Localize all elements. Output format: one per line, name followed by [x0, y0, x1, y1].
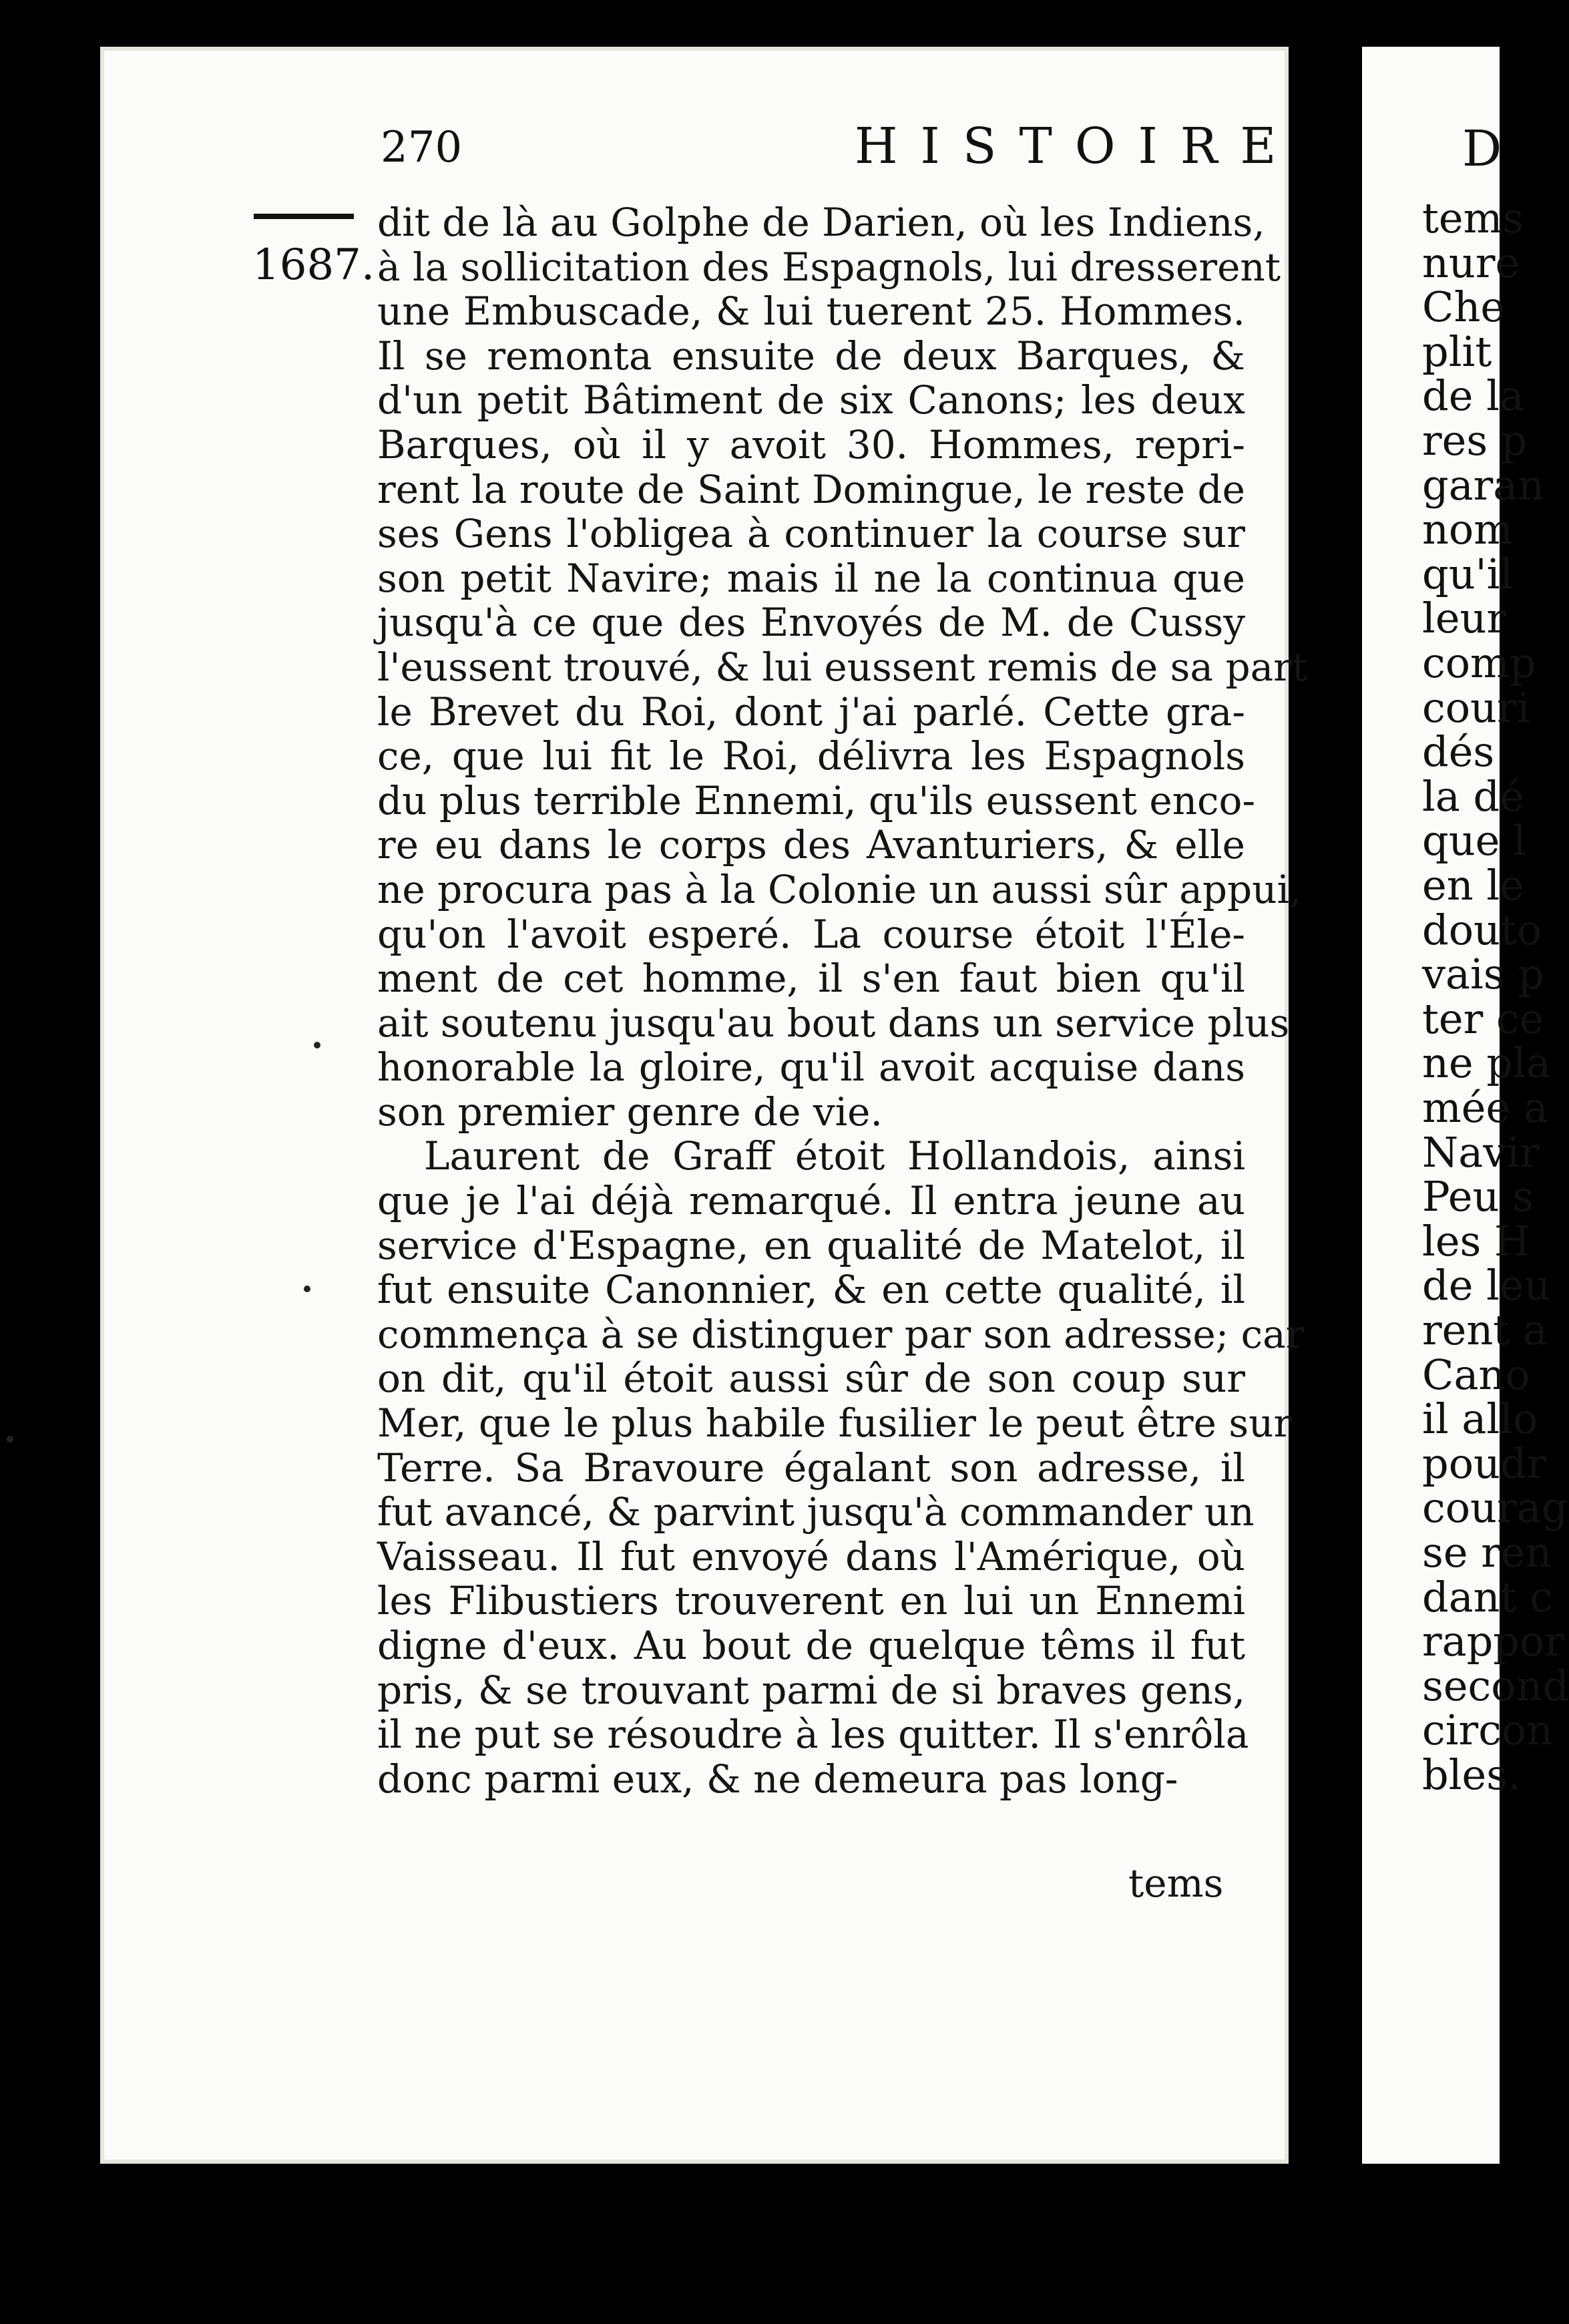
body-text	[377, 200, 1308, 1802]
margin-year: 1687.	[252, 240, 375, 290]
text-line: ses Gens l'obligea à continuer la course sur	[377, 511, 1245, 557]
text-line: d'un petit Bâtiment de six Canons; les deux	[377, 377, 1245, 423]
text-line: du plus terrible Ennemi, qu'ils eussent enco-	[377, 777, 1256, 823]
text-line: son premier genre de vie.	[377, 1089, 883, 1135]
facing-page-line: courag	[1422, 1483, 1568, 1533]
facing-page-line: leur	[1422, 594, 1507, 643]
catchword: tems	[1128, 1861, 1224, 1906]
ink-speck	[7, 1436, 13, 1442]
facing-page-line: circon	[1422, 1706, 1554, 1755]
text-line: Laurent de Graff étoit Hollandois, ainsi	[424, 1133, 1245, 1179]
facing-page-line: tems	[1422, 194, 1524, 242]
facing-page-header: D	[1462, 120, 1506, 178]
facing-page-line: rent a	[1422, 1306, 1548, 1354]
facing-page-line: comp	[1422, 638, 1536, 687]
text-line: service d'Espagne, en qualité de Matelot, il	[377, 1222, 1245, 1268]
facing-page-line: les H	[1422, 1216, 1531, 1266]
text-line: une Embuscade, & lui tuerent 25. Hommes.	[377, 288, 1245, 335]
text-line: digne d'eux. Au bout de quelque têms il fut	[377, 1623, 1245, 1668]
text-line: re eu dans le corps des Avanturiers, & elle	[377, 822, 1245, 868]
text-line: fut avancé, & parvint jusqu'à commander un	[377, 1489, 1255, 1535]
text-line: ce, que lui fit le Roi, délivra les Espagnols	[377, 733, 1245, 779]
facing-page-line: que l	[1422, 816, 1526, 865]
facing-page-line: rappor	[1422, 1617, 1564, 1666]
facing-page-line: mée a	[1422, 1083, 1548, 1132]
text-line: honorable la gloire, qu'il avoit acquise dans	[377, 1044, 1245, 1091]
text-line: Vaisseau. Il fut envoyé dans l'Amérique, où	[377, 1533, 1245, 1579]
facing-page-line: Navir	[1422, 1127, 1540, 1177]
facing-page-line: en le	[1422, 861, 1524, 910]
facing-page-line: vais p	[1422, 950, 1545, 999]
page-header	[280, 75, 1299, 175]
ink-speck	[304, 1286, 310, 1292]
facing-page-line: se ren	[1422, 1528, 1552, 1577]
text-line: que je l'ai déjà remarqué. Il entra jeune au	[377, 1178, 1245, 1224]
facing-page-line: garan	[1422, 460, 1545, 510]
facing-page-line: de leu	[1422, 1261, 1551, 1310]
text-line: Mer, que le plus habile fusilier le peut être sur	[377, 1400, 1293, 1446]
facing-page-line: bles.	[1422, 1750, 1521, 1799]
facing-page-line: Che	[1422, 282, 1506, 332]
facing-page-line: il allo	[1422, 1394, 1538, 1444]
text-line: fut ensuite Canonnier, & en cette qualité, il	[377, 1267, 1245, 1313]
facing-page-line: dés	[1422, 727, 1495, 777]
text-line: donc parmi eux, & ne demeura pas long-	[377, 1756, 1178, 1802]
facing-page	[1362, 47, 1569, 2164]
facing-page-line: ter ce	[1422, 994, 1544, 1043]
margin-rule	[254, 214, 354, 219]
running-title: HISTOIRE	[855, 118, 1299, 175]
facing-page-line: nom	[1422, 505, 1514, 554]
text-line: qu'on l'avoit esperé. La course étoit l'Éle-	[377, 911, 1245, 957]
text-line: Terre. Sa Bravoure égalant son adresse, il	[377, 1444, 1245, 1491]
text-line: on dit, qu'il étoit aussi sûr de son coup sur	[377, 1356, 1245, 1402]
text-line: ne procura pas à la Colonie un aussi sûr appui,	[377, 866, 1302, 912]
text-line: Barques, où il y avoit 30. Hommes, repri-	[377, 421, 1245, 467]
facing-page-line: res p	[1422, 416, 1528, 465]
text-line: les Flibustiers trouverent en lui un Ennemi	[377, 1578, 1245, 1624]
facing-page-line: Peu s	[1422, 1172, 1534, 1221]
text-line: ait soutenu jusqu'au bout dans un service plus	[377, 1000, 1290, 1046]
facing-page-line: plit	[1422, 327, 1492, 376]
text-line: l'eussent trouvé, & lui eussent remis de sa part	[377, 644, 1308, 690]
ink-speck	[314, 1042, 320, 1048]
text-line: commença à se distinguer par son adresse; car	[377, 1311, 1305, 1357]
text-line: pris, & se trouvant parmi de si braves gens,	[377, 1667, 1245, 1713]
text-line: le Brevet du Roi, dont j'ai parlé. Cette gra-	[377, 689, 1245, 735]
facing-page-line: Cano	[1422, 1350, 1530, 1399]
facing-page-line: second	[1422, 1661, 1569, 1710]
facing-page-line: dant c	[1422, 1572, 1553, 1621]
text-line: Il se remonta ensuite de deux Barques, &	[377, 333, 1245, 379]
text-line: jusqu'à ce que des Envoyés de M. de Cussy	[377, 600, 1245, 646]
page-number: 270	[381, 123, 463, 172]
facing-page-line: ne pla	[1422, 1038, 1551, 1088]
facing-page-line: couri	[1422, 683, 1530, 732]
facing-page-line: nure	[1422, 238, 1520, 287]
facing-page-line: de la	[1422, 371, 1524, 421]
text-line: ment de cet homme, il s'en faut bien qu'il	[377, 956, 1245, 1002]
text-line: à la sollicitation des Espagnols, lui dresserent	[377, 244, 1281, 290]
facing-page-line: douto	[1422, 905, 1542, 954]
facing-page-line: qu'il	[1422, 549, 1514, 598]
text-line: dit de là au Golphe de Darien, où les Indiens,	[377, 200, 1265, 245]
text-line: son petit Navire; mais il ne la continua que	[377, 555, 1245, 601]
text-line: il ne put se résoudre à les quitter. Il s'enrôla	[377, 1712, 1249, 1758]
facing-page-line: la dé	[1422, 771, 1524, 821]
facing-page-line: poudr	[1422, 1438, 1547, 1488]
text-line: rent la route de Saint Domingue, le reste de	[377, 466, 1245, 512]
